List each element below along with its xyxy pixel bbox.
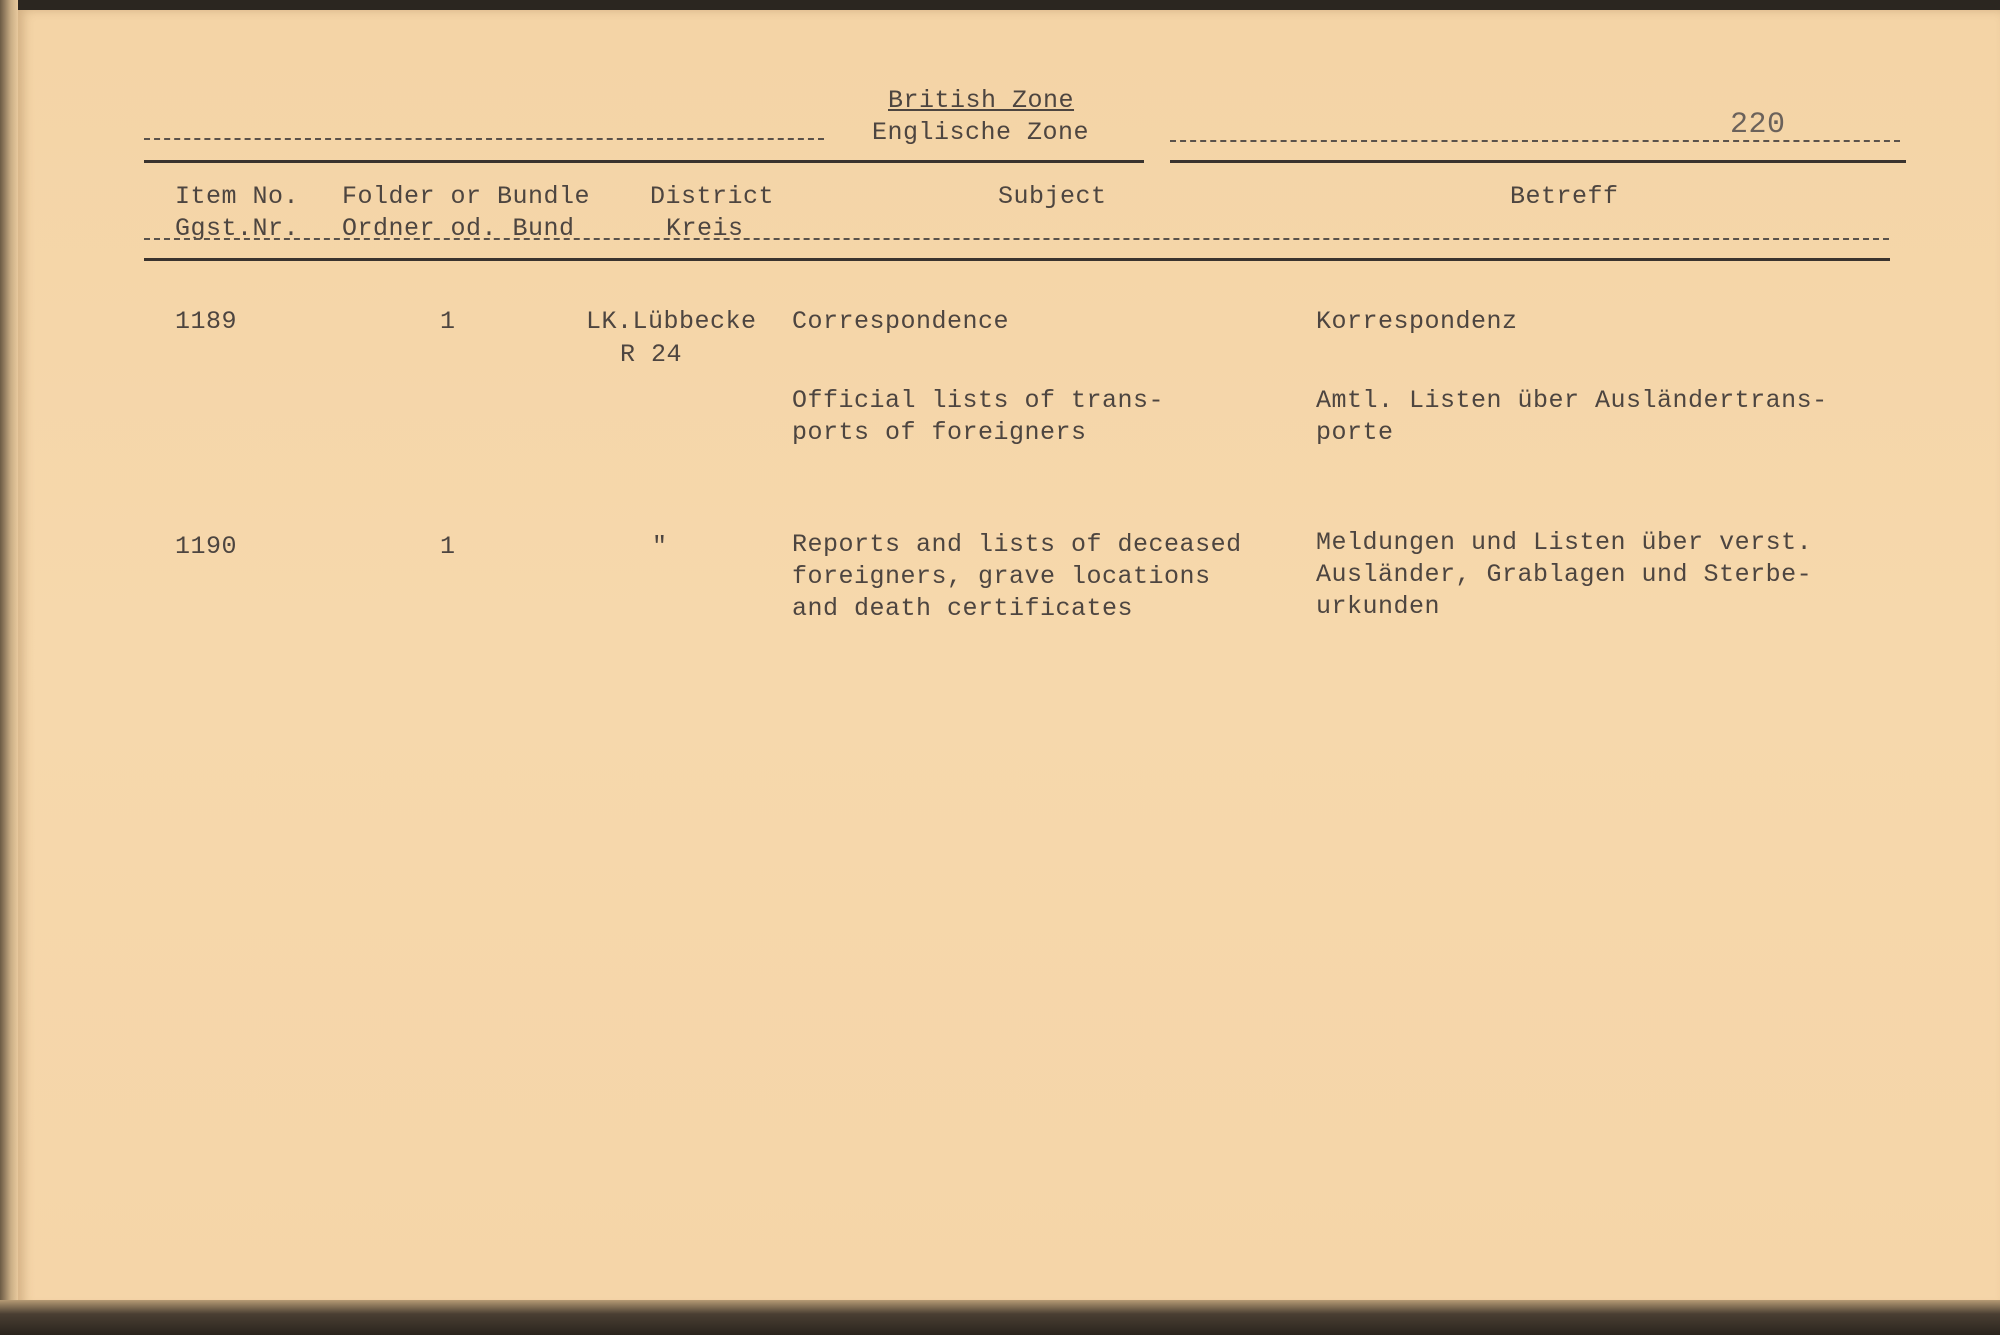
row-1190-betreff-line1: Meldungen und Listen über verst.	[1316, 528, 1813, 557]
row-1190-subject-line3: and death certificates	[792, 594, 1134, 623]
row-1189-betreff-2-line1: Amtl. Listen über Ausländertrans-	[1316, 386, 1828, 415]
col-item-de: Ggst.Nr.	[175, 214, 300, 243]
col-betreff: Betreff	[1510, 182, 1619, 211]
row-1189-betreff-2-line2: porte	[1316, 418, 1394, 447]
col-folder-de: Ordner od. Bund	[342, 214, 575, 243]
row-1190-folder: 1	[440, 532, 456, 561]
row-1189-folder: 1	[440, 307, 456, 336]
col-subject: Subject	[998, 182, 1107, 211]
header-rule-left	[144, 160, 1144, 163]
row-1190-betreff-line3: urkunden	[1316, 592, 1441, 621]
binding-edge	[0, 0, 18, 1335]
row-1189-subject-2-line2: ports of foreigners	[792, 418, 1087, 447]
row-1190-item: 1190	[175, 532, 238, 561]
column-heading-dash	[144, 238, 1889, 240]
page-number: 220	[1730, 108, 1786, 142]
header-dash-right	[1170, 140, 1900, 142]
row-1190-district-ditto: "	[652, 532, 668, 561]
header-rule-right	[1170, 160, 1906, 163]
row-1189-betreff-1: Korrespondenz	[1316, 307, 1518, 336]
page-bottom-edge	[0, 1300, 2000, 1335]
row-1189-district-line1: LK.Lübbecke	[586, 307, 757, 336]
row-1190-betreff-line2: Ausländer, Grablagen und Sterbe-	[1316, 560, 1813, 589]
row-1189-subject-2-line1: Official lists of trans-	[792, 386, 1165, 415]
col-district-en: District	[650, 182, 775, 211]
row-1189-item: 1189	[175, 307, 238, 336]
col-district-de: Kreis	[666, 214, 744, 243]
row-1189-district-line2: R 24	[620, 340, 683, 369]
zone-title-en: British Zone	[888, 86, 1075, 115]
header-dash-left	[144, 138, 824, 140]
zone-title-de: Englische Zone	[872, 118, 1090, 147]
column-heading-rule	[144, 258, 1890, 261]
col-folder-en: Folder or Bundle	[342, 182, 591, 211]
row-1190-subject-line1: Reports and lists of deceased	[792, 530, 1242, 559]
col-item-en: Item No.	[175, 182, 300, 211]
row-1190-subject-line2: foreigners, grave locations	[792, 562, 1211, 591]
row-1189-subject-1: Correspondence	[792, 307, 1010, 336]
